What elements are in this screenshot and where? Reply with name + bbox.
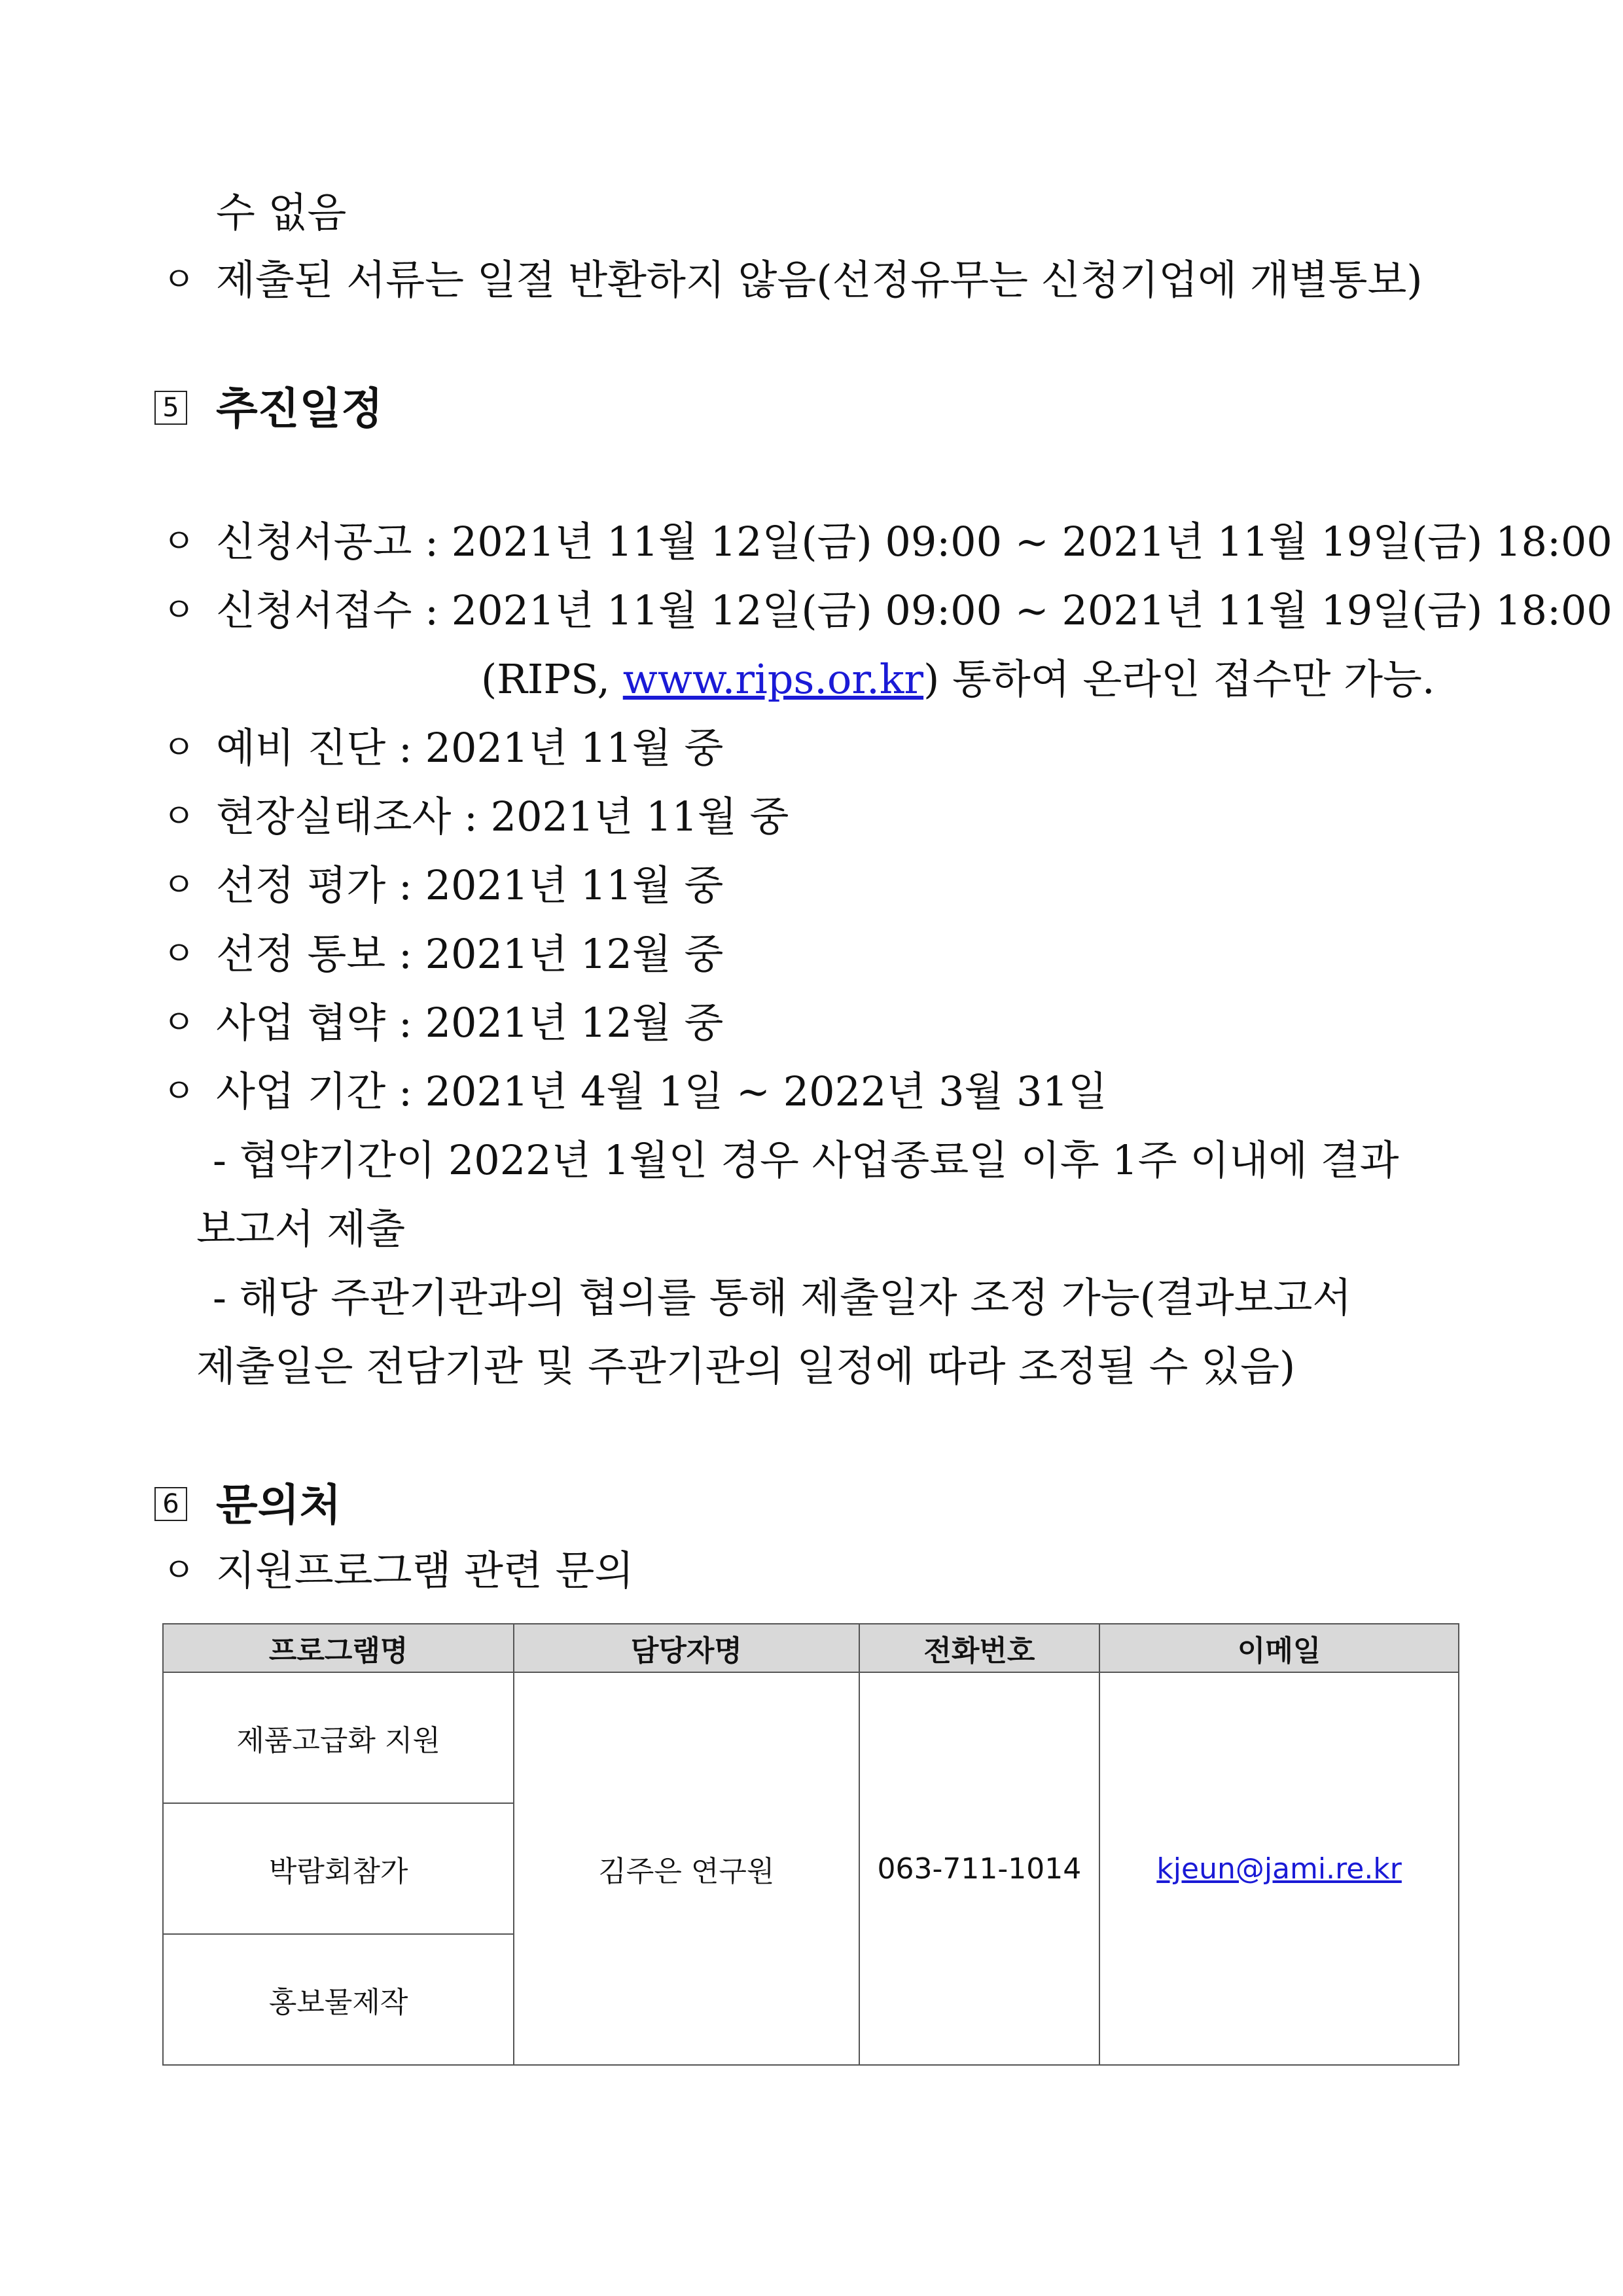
schedule-item: 선정 통보 : 2021년 12월 중: [216, 930, 724, 978]
email-link[interactable]: kjeun@jami.re.kr: [1156, 1852, 1402, 1886]
continuation-text: 수 없음: [216, 188, 347, 236]
bullet-mark: ㅇ: [162, 728, 196, 768]
bullet-mark: ㅇ: [162, 591, 196, 630]
schedule-item: 신청서공고 : 2021년 11월 12일(금) 09:00 ~ 2021년 11월 19일(금) 18:00: [216, 518, 1613, 565]
bullet-text: 지원프로그램 관련 문의: [216, 1547, 634, 1594]
table-header: 이메일: [1099, 1624, 1459, 1672]
schedule-item: 신청서접수 : 2021년 11월 12일(금) 09:00 ~ 2021년 11월 19일(금) 18:00: [216, 586, 1613, 634]
schedule-item: 사업 협약 : 2021년 12월 중: [216, 999, 724, 1047]
bullet-mark: ㅇ: [162, 797, 196, 836]
table-header: 담당자명: [514, 1624, 859, 1672]
phone-cell: 063-711-1014: [859, 1672, 1100, 2065]
program-cell: 제품고급화 지원: [163, 1672, 514, 1803]
bullet-text: 제출된 서류는 일절 반환하지 않음(선정유무는 신청기업에 개별통보): [216, 256, 1423, 304]
table-header: 프로그램명: [163, 1624, 514, 1672]
contact-name-cell: 김주은 연구원: [514, 1672, 859, 2065]
rips-suffix: ) 통하여 온라인 접수만 가능.: [923, 655, 1435, 703]
schedule-item: 사업 기간 : 2021년 4월 1일 ~ 2022년 3월 31일: [216, 1067, 1107, 1115]
schedule-item: 선정 평가 : 2021년 11월 중: [216, 861, 724, 909]
email-cell: [1099, 1672, 1459, 2065]
note-text: 제출일은 전담기관 및 주관기관의 일정에 따라 조정될 수 있음): [196, 1342, 1296, 1390]
section-title: 문의처: [216, 1480, 342, 1530]
program-cell: 홍보물제작: [163, 1934, 514, 2065]
note-text: - 협약기간이 2022년 1월인 경우 사업종료일 이후 1주 이내에 결과: [213, 1136, 1399, 1184]
section-title: 추진일정: [216, 384, 383, 434]
bullet-mark: ㅇ: [162, 1003, 196, 1043]
bullet-mark: ㅇ: [162, 935, 196, 974]
schedule-item: 현장실태조사 : 2021년 11월 중: [216, 793, 789, 840]
rips-link[interactable]: www.rips.or.kr: [622, 655, 924, 703]
section-number-box: 6: [154, 1487, 187, 1521]
table-header-row: [163, 1624, 1459, 1672]
note-text: - 해당 주관기관과의 협의를 통해 제출일자 조정 가능(결과보고서: [213, 1274, 1352, 1321]
bullet-mark: ㅇ: [162, 866, 196, 905]
schedule-item: 예비 진단 : 2021년 11월 중: [216, 724, 724, 772]
table-header: 전화번호: [859, 1624, 1100, 1672]
bullet-mark: ㅇ: [162, 522, 196, 562]
contact-table: [162, 1623, 1459, 2066]
bullet-mark: ㅇ: [162, 1551, 196, 1590]
note-text: 보고서 제출: [196, 1205, 406, 1253]
section-number-box: 5: [154, 391, 187, 425]
bullet-mark: ㅇ: [162, 260, 196, 300]
rips-note: [481, 653, 1435, 706]
program-cell: 박람회참가: [163, 1803, 514, 1934]
rips-prefix: (RIPS,: [481, 655, 623, 703]
table-row: [163, 1672, 1459, 1803]
bullet-mark: ㅇ: [162, 1072, 196, 1111]
